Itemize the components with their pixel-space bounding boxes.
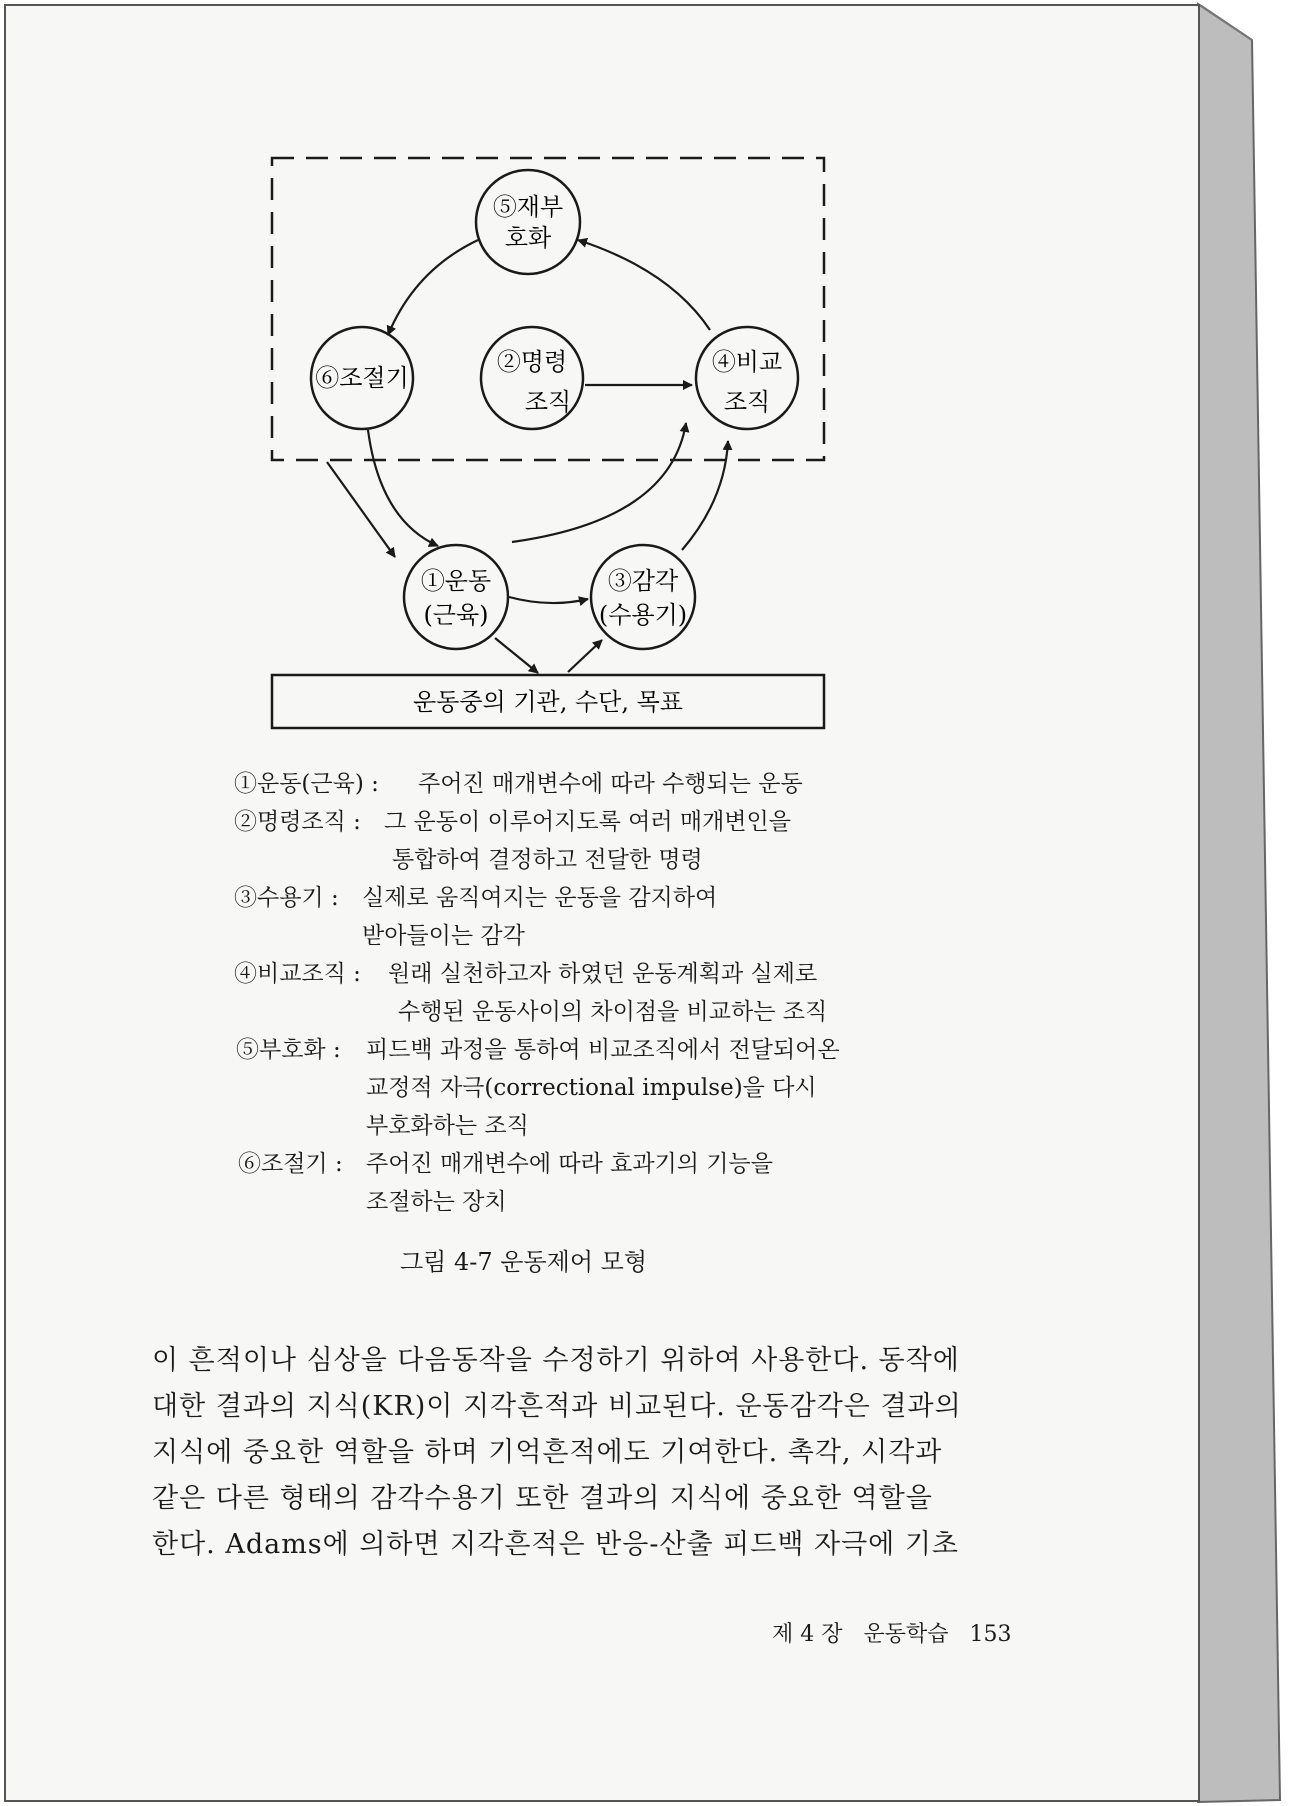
node-reencoding	[476, 170, 580, 274]
node-sensor-label-1: ③감각	[607, 567, 679, 595]
legend-term-sensor: ③수용기 :	[234, 885, 339, 911]
arrow-motor-to-sensor	[509, 597, 588, 603]
node-command-label-1: ②명령	[496, 348, 568, 376]
node-sensor-label-2: (수용기)	[598, 601, 688, 629]
node-motor-label-1: ①운동	[420, 567, 492, 595]
legend-def-regulator-2: 조절하는 장치	[366, 1189, 507, 1215]
body-line: 같은 다른 형태의 감각수용기 또한 결과의 지식에 중요한 역할을	[152, 1483, 933, 1514]
legend-def-sensor-2: 받아들이는 감각	[362, 923, 525, 949]
legend-def-reencoding-3: 부호화하는 조직	[366, 1113, 529, 1139]
legend-def-command-2: 통합하여 결정하고 전달한 명령	[392, 847, 703, 873]
motor-control-diagram	[250, 140, 850, 740]
node-comparator-label-1: ④비교	[711, 348, 783, 376]
node-reencoding-label-2: 호화	[504, 224, 552, 252]
node-motor-label-2: (근육)	[423, 601, 489, 629]
legend-def-reencoding-2: 교정적 자극(correctional impulse)을 다시	[366, 1075, 817, 1101]
legend-term-reencoding: ⑤부호화 :	[236, 1037, 341, 1063]
arrow-motor-to-box	[495, 638, 538, 673]
footer-chapter: 제 4 장	[772, 1622, 843, 1647]
legend-def-command-1: 그 운동이 이루어지도록 여러 매개변인을	[384, 809, 791, 835]
legend-term-comparator: ④비교조직 :	[234, 961, 361, 987]
legend-def-sensor-1: 실제로 움직여지는 운동을 감지하여	[362, 885, 718, 911]
legend-def-motor-1: 주어진 매개변수에 따라 수행되는 운동	[418, 771, 803, 797]
arrow-comparator-to-reencoding	[578, 240, 710, 330]
legend-def-regulator-1: 주어진 매개변수에 따라 효과기의 기능을	[366, 1151, 773, 1177]
legend-def-comparator-1: 원래 실천하고자 하였던 운동계획과 실제로	[388, 961, 818, 987]
page-footer	[772, 1617, 1026, 1648]
node-command-label-2: 조직	[524, 388, 572, 416]
body-line: 한다. Adams에 의하면 지각흔적은 반응-산출 피드백 자극에 기초	[152, 1529, 960, 1560]
arrow-boundary-to-motor	[327, 462, 395, 557]
arrow-motor-to-comparator	[512, 423, 686, 542]
node-motor	[404, 545, 508, 649]
node-reencoding-label-1: ⑤재부	[492, 193, 564, 221]
body-line: 대한 결과의 지식(KR)이 지각흔적과 비교된다. 운동감각은 결과의	[152, 1391, 962, 1422]
legend-term-regulator: ⑥조절기 :	[238, 1151, 343, 1177]
body-paragraph	[152, 1338, 1022, 1568]
figure-caption: 그림 4-7 운동제어 모형	[400, 1248, 648, 1276]
arrow-sensor-to-comparator	[682, 441, 728, 550]
arrow-box-to-sensor	[568, 640, 602, 672]
arrow-reencoding-to-regulator	[388, 240, 478, 335]
arrow-regulator-to-motor	[368, 430, 438, 546]
node-comparator-label-2: 조직	[723, 388, 771, 416]
footer-chapter-title: 운동학습	[863, 1622, 949, 1647]
body-line: 지식에 중요한 역할을 하며 기억흔적에도 기여한다. 촉각, 시각과	[152, 1437, 943, 1468]
page-number: 153	[969, 1622, 1012, 1647]
legend-term-command: ②명령조직 :	[234, 809, 361, 835]
node-sensor	[591, 545, 695, 649]
environment-box-label: 운동중의 기관, 수단, 목표	[413, 688, 683, 716]
node-regulator-label: ⑥조절기	[315, 364, 409, 392]
body-line: 이 흔적이나 심상을 다음동작을 수정하기 위하여 사용한다. 동작에	[152, 1345, 960, 1376]
legend-def-reencoding-1: 피드백 과정을 통하여 비교조직에서 전달되어온	[366, 1037, 840, 1063]
legend-term-motor: ①운동(근육) :	[234, 771, 379, 797]
legend-def-comparator-2: 수행된 운동사이의 차이점을 비교하는 조직	[398, 999, 828, 1025]
